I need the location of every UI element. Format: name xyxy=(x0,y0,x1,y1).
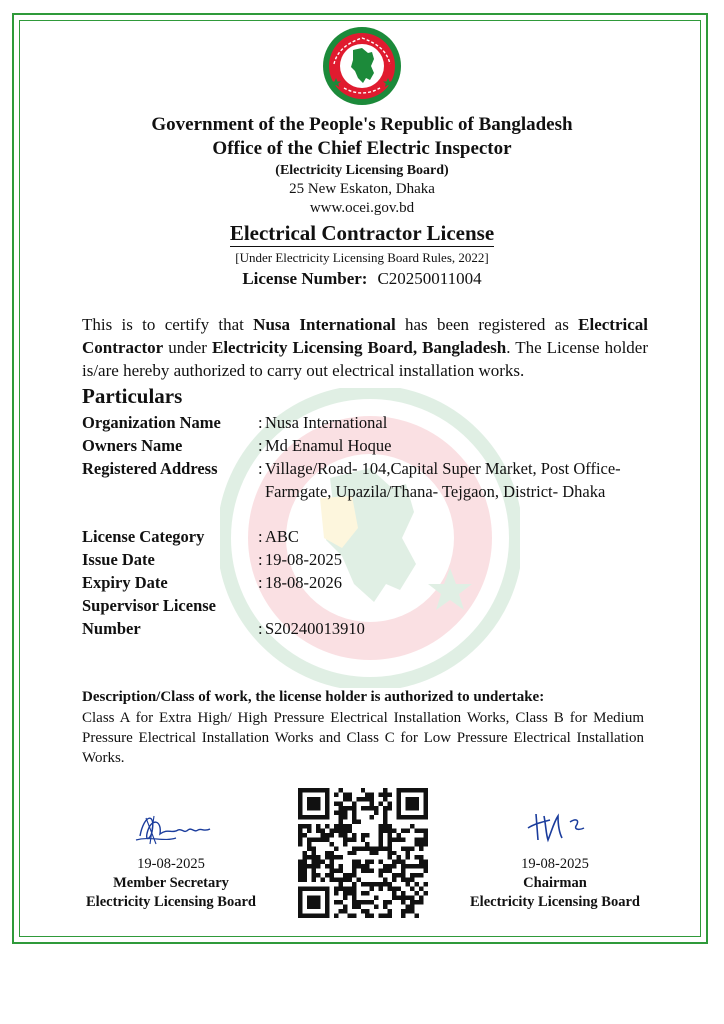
license-number-value: C20250011004 xyxy=(377,269,482,288)
description-heading: Description/Class of work, the license holder is authorized to undertake: xyxy=(82,689,545,705)
description-text: Class A for Extra High/ High Pressure Electrical Installation Works, Class B for Medium Pressure Electrical Installation Works and Class C for Low Pressure Electrical Installation Works. xyxy=(82,710,644,766)
separator: : xyxy=(258,459,263,478)
separator: : xyxy=(258,619,263,638)
qr-code-icon[interactable] xyxy=(298,788,428,918)
supervisor-license-label: Supervisor License Number xyxy=(82,596,216,638)
separator: : xyxy=(258,436,263,455)
issue-date-value: 19-08-2025 xyxy=(265,550,342,569)
particulars-heading: Particulars xyxy=(82,384,183,408)
certification-paragraph xyxy=(82,313,648,382)
separator: : xyxy=(258,573,263,592)
category-value: ABC xyxy=(265,527,299,546)
board-heading: (Electricity Licensing Board) xyxy=(275,163,449,178)
category-label: License Category xyxy=(82,527,205,546)
issue-date-label: Issue Date xyxy=(82,550,155,569)
certify-text-1: This is to certify that xyxy=(82,315,254,334)
license-number-label: License Number: xyxy=(242,269,368,288)
separator: : xyxy=(258,527,263,546)
certify-text-4: . The License holder is/are hereby authorized to carry out electrical installation works. xyxy=(82,338,648,380)
license-number xyxy=(40,269,684,289)
certify-type: Electrical Contractor xyxy=(82,315,648,357)
address-label: Registered Address xyxy=(82,459,218,478)
chairman-date: 19-08-2025 xyxy=(521,856,589,872)
chairman-role: Chairman xyxy=(523,875,587,891)
license-title xyxy=(40,221,684,246)
supervisor-license-value: S20240013910 xyxy=(265,619,365,638)
separator: : xyxy=(258,413,263,432)
owner-label: Owners Name xyxy=(82,436,183,455)
chairman-signature-block xyxy=(445,855,665,912)
chairman-signature-icon xyxy=(520,806,590,846)
member-secretary-date: 19-08-2025 xyxy=(137,856,205,872)
government-emblem-icon xyxy=(322,26,402,106)
separator: : xyxy=(258,550,263,569)
government-heading: Government of the People's Republic of Bangladesh xyxy=(151,114,573,135)
expiry-date-label: Expiry Date xyxy=(82,573,168,592)
owner-value: Md Enamul Hoque xyxy=(265,436,392,455)
chairman-org: Electricity Licensing Board xyxy=(470,894,640,910)
license-rules: [Under Electricity Licensing Board Rules, 2022] xyxy=(235,250,489,265)
member-secretary-org: Electricity Licensing Board xyxy=(86,894,256,910)
office-website: www.ocei.gov.bd xyxy=(309,200,415,216)
address-value: Village/Road- 104,Capital Super Market, Post Office- Farmgate, Upazila/Thana- Tejgaon, District- Dhaka xyxy=(265,459,621,501)
certify-org: Nusa International xyxy=(253,315,396,334)
office-heading: Office of the Chief Electric Inspector xyxy=(212,138,512,159)
office-address: 25 New Eskaton, Dhaka xyxy=(289,181,435,197)
member-secretary-role: Member Secretary xyxy=(113,875,229,891)
member-secretary-signature-block xyxy=(61,855,281,912)
certify-text-3: under xyxy=(163,338,212,357)
license-title-text: Electrical Contractor License xyxy=(229,221,495,245)
certify-board: Electricity Licensing Board, Bangladesh xyxy=(212,338,507,357)
organization-value: Nusa International xyxy=(265,413,388,432)
organization-label: Organization Name xyxy=(82,413,221,432)
expiry-date-value: 18-08-2026 xyxy=(265,573,342,592)
certify-text-2: has been registered as xyxy=(395,315,579,334)
member-secretary-signature-icon xyxy=(130,806,220,850)
